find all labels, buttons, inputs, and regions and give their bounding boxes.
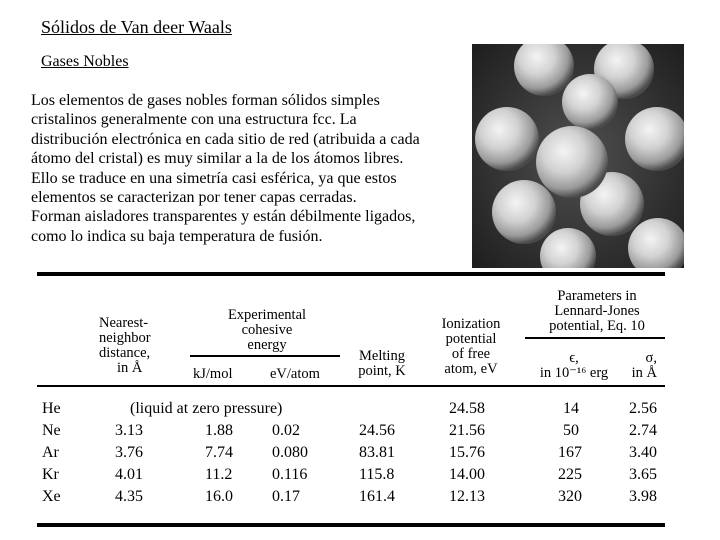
- fcc-spheres-photo: [472, 44, 684, 268]
- fcc-spheres-image: [472, 44, 684, 268]
- cell-kj-mol: 7.74: [205, 444, 233, 461]
- cell-epsilon: 320: [558, 488, 582, 505]
- cell-epsilon: 14: [563, 400, 579, 417]
- cell-kj-mol: 11.2: [205, 466, 233, 483]
- cell-epsilon: 50: [563, 422, 579, 439]
- paragraph-line: distribución electrónica en cada sitio de red (atribuida a cada: [31, 130, 420, 148]
- header-ev-atom: eV/atom: [270, 366, 320, 382]
- paragraph-line: elementos se caracterizan por tener capas cerradas.: [31, 189, 357, 207]
- cell-ev-atom: 0.02: [272, 422, 300, 439]
- cell-element: Kr: [42, 466, 59, 483]
- cell-ionization: 15.76: [449, 444, 485, 461]
- cell-sigma: 2.56: [629, 400, 657, 417]
- cell-kj-mol: 16.0: [205, 488, 233, 505]
- cell-ionization: 14.00: [449, 466, 485, 483]
- he-note: (liquid at zero pressure): [130, 400, 283, 417]
- cohesive-span-rule: [190, 355, 340, 357]
- header-sigma: σ, in Å: [631, 350, 657, 381]
- cell-ionization: 12.13: [449, 488, 485, 505]
- cell-ev-atom: 0.17: [272, 488, 300, 505]
- paragraph-line: Los elementos de gases nobles forman sólidos simples: [31, 92, 380, 109]
- cell-element: Ne: [42, 422, 61, 439]
- cell-ev-atom: 0.116: [272, 466, 308, 483]
- lennard-jones-span-rule: [525, 337, 665, 339]
- header-melting-point: Melting point, K: [358, 348, 406, 379]
- paragraph-line: Forman aisladores transparentes y están débilmente ligados,: [31, 208, 416, 226]
- cell-element: Ar: [42, 444, 59, 461]
- cell-melting: 83.81: [359, 444, 395, 461]
- header-lennard-jones: Parameters in Lennard-Jones potential, Eq. 10: [549, 288, 645, 334]
- cell-sigma: 3.65: [629, 466, 657, 483]
- header-cohesive-energy: Experimental cohesive energy: [227, 307, 307, 353]
- cell-nn-distance: 4.01: [115, 466, 143, 483]
- cell-kj-mol: 1.88: [205, 422, 233, 439]
- cell-melting: 115.8: [359, 466, 395, 483]
- header-nearest-neighbor: Nearest- neighbor distance, in Å: [99, 315, 151, 376]
- header-epsilon: ϵ, in 10⁻¹⁶ erg: [539, 350, 609, 381]
- cell-element: Xe: [42, 488, 61, 505]
- cell-melting: 24.56: [359, 422, 395, 439]
- cell-sigma: 2.74: [629, 422, 657, 439]
- paragraph-line: átomo del cristal) es muy similar a la de los átomos libres.: [31, 150, 404, 168]
- table-top-rule: [37, 272, 665, 276]
- table-bottom-rule: [37, 523, 665, 527]
- table-header-rule: [37, 385, 665, 387]
- description-paragraph: [31, 91, 471, 246]
- section-subtitle: Gases Nobles: [41, 53, 129, 70]
- paragraph-line: como lo indica su baja temperatura de fusión.: [31, 227, 323, 245]
- cell-epsilon: 167: [558, 444, 582, 461]
- cell-nn-distance: 3.13: [115, 422, 143, 439]
- noble-gas-table: [37, 272, 665, 530]
- cell-ev-atom: 0.080: [272, 444, 308, 461]
- cell-nn-distance: 3.76: [115, 444, 143, 461]
- cell-sigma: 3.40: [629, 444, 657, 461]
- cell-sigma: 3.98: [629, 488, 657, 505]
- cell-ionization: 24.58: [449, 400, 485, 417]
- cell-element: He: [42, 400, 61, 417]
- cell-ionization: 21.56: [449, 422, 485, 439]
- header-kj-mol: kJ/mol: [193, 366, 233, 382]
- cell-nn-distance: 4.35: [115, 488, 143, 505]
- cell-melting: 161.4: [359, 488, 395, 505]
- paragraph-line: cristalinos generalmente con una estructura fcc. La: [31, 111, 357, 129]
- page-title: Sólidos de Van deer Waals: [41, 17, 232, 37]
- paragraph-line: Ello se traduce en una simetría casi esférica, ya que estos: [31, 169, 397, 187]
- cell-epsilon: 225: [558, 466, 582, 483]
- header-ionization-potential: Ionization potential of free atom, eV: [441, 316, 501, 377]
